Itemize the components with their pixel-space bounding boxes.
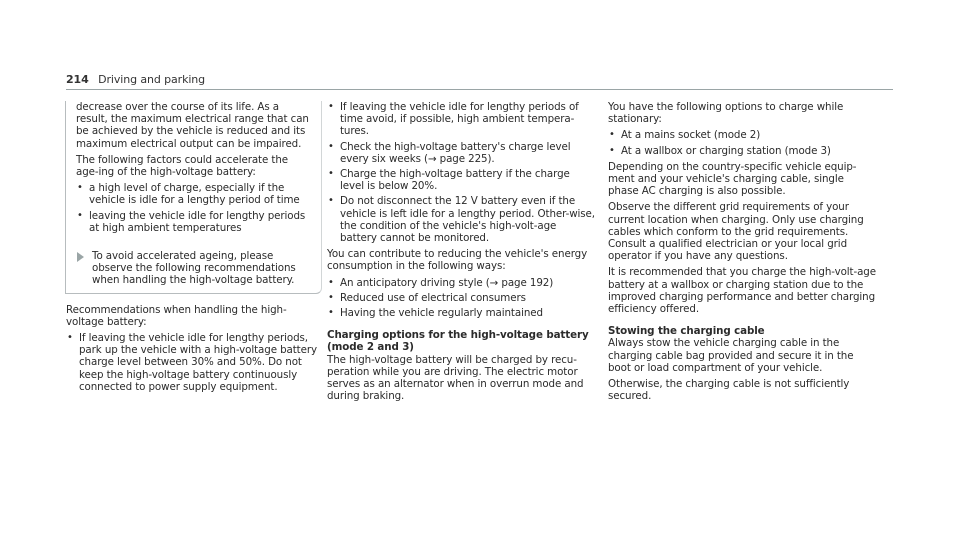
note-text: To avoid accelerated ageing, please observe the following recommendations when handling the high-voltage battery. [92, 250, 296, 287]
stowing-heading: Stowing the charging cable [608, 325, 765, 338]
column-3 [608, 101, 876, 406]
bullet-icon: • [609, 129, 615, 141]
bullet-icon: • [328, 101, 334, 112]
list-item [327, 168, 595, 192]
bullet-icon: • [328, 307, 334, 319]
recommendations-intro: Recommendations when handling the high-voltage battery: [66, 303, 287, 328]
continuation-box [65, 101, 322, 294]
options-paragraph: You have the following options to charge while stationary: [608, 101, 844, 126]
list-item [76, 182, 311, 206]
box-paragraph-2: The following factors could accelerate the age-ing of the high-voltage battery: [76, 153, 288, 179]
bullet-icon: • [77, 182, 83, 194]
list-item-text: If leaving the vehicle idle for lengthy periods of time avoid, if possible, high ambient tempera-tures. [340, 101, 579, 138]
charging-options-list [608, 129, 876, 156]
list-item-text: Reduced use of electrical consumers [340, 291, 526, 304]
note-arrow-icon [77, 252, 84, 262]
list-item [66, 332, 322, 393]
note [76, 250, 311, 287]
column-2 [327, 101, 595, 406]
list-item-text: leaving the vehicle idle for lengthy periods at high ambient temperatures [89, 209, 306, 234]
bullet-icon: • [328, 195, 334, 207]
bullet-icon: • [67, 332, 73, 344]
contribute-paragraph: You can contribute to reducing the vehicle's energy consumption in the following ways: [327, 248, 588, 273]
list-item [608, 129, 876, 141]
list-item-text: Charge the high-voltage battery if the charge level is below 20%. [340, 168, 570, 193]
bullet-icon: • [328, 140, 334, 152]
charging-options-heading: Charging options for the high-voltage battery (mode 2 and 3) [327, 329, 589, 354]
list-item [327, 101, 595, 138]
list-item-text: Do not disconnect the 12 V battery even if the vehicle is left idle for a lengthy period. Other-wise, the condition of the vehicle's high-volt-age battery cannot be monitored. [340, 195, 595, 245]
box-paragraph-1: decrease over the course of its life. As a result, the maximum electrical range that can be achieved by the vehicle is reduced and its maximum electrical output can be impaired. [76, 101, 309, 150]
bullet-icon: • [328, 276, 334, 288]
bullet-icon: • [328, 168, 334, 180]
list-item-text: If leaving the vehicle idle for lengthy periods, park up the vehicle with a high-voltage battery charge level between 30% and 50%. Do not keep the high-voltage battery continuously connected to power supply equipment. [79, 332, 317, 393]
bullet-icon: • [77, 209, 83, 221]
grid-requirements-paragraph: Observe the different grid requirements of your current location when charging. Only use charging cables which conform to the grid requirements. Consult a qualified electrician or your local grid operator if you have any questions. [608, 201, 864, 263]
list-item-text: At a wallbox or charging station (mode 3) [621, 144, 831, 157]
otherwise-paragraph: Otherwise, the charging cable is not sufficiently secured. [608, 378, 850, 403]
bullet-icon: • [609, 144, 615, 156]
list-item-text: Having the vehicle regularly maintained [340, 307, 543, 320]
recommendations-list [66, 332, 322, 393]
section-title: Driving and parking [98, 73, 206, 86]
list-item [327, 292, 595, 304]
list-item [327, 277, 595, 289]
list-item-text: An anticipatory driving style (→ page 192) [340, 276, 554, 289]
list-item [327, 307, 595, 319]
depending-paragraph: Depending on the country-specific vehicle equip-ment and your vehicle's charging cable, single phase AC charging is also possible. [608, 160, 857, 198]
list-item [608, 145, 876, 157]
bullet-icon: • [328, 291, 334, 303]
charging-paragraph: The high-voltage battery will be charged by recu-peration while you are driving. The electric motor serves as an alternator when in overrun mode and during braking. [327, 353, 584, 403]
list-item-text: Check the high-voltage battery's charge level every six weeks (→ page 225). [340, 140, 571, 165]
idle-recommendations-list [327, 101, 595, 244]
list-item-text: a high level of charge, especially if the vehicle is idle for a lengthy period of time [89, 182, 300, 207]
page-number: 214 [66, 73, 89, 86]
ageing-factors-list [76, 182, 311, 234]
header-divider [66, 89, 893, 90]
list-item [76, 210, 311, 234]
list-item [327, 141, 595, 165]
energy-saving-list [327, 277, 595, 320]
stowing-paragraph: Always stow the vehicle charging cable in the charging cable bag provided and secure it in the boot or load compartment of your vehicle. [608, 337, 854, 374]
page-header [66, 74, 205, 86]
list-item [327, 195, 595, 244]
column-1 [66, 101, 322, 397]
recommendation-paragraph: It is recommended that you charge the high-volt-age battery at a wallbox or charging station due to the improved charging performance and better charging efficiency offered. [608, 266, 876, 316]
list-item-text: At a mains socket (mode 2) [621, 129, 761, 142]
